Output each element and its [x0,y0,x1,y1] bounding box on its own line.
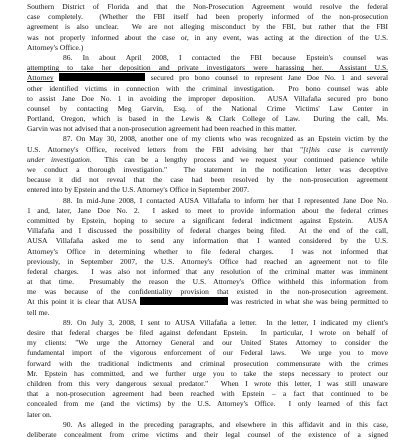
paragraph-89-line: my clients: "We urge the Attorney General and our United States Attorney to consider the [27,338,388,348]
paragraph-88-line: federal charges. I was also not informed that any resolution of the criminal matter was imminent [27,266,388,276]
paragraph-86-line: counsel by contacting Meg Garvin, Esq. of the National Crime Victims' Law Center in [27,103,388,113]
document-body [27,2,388,440]
paragraph-88-line: 88. In mid-June 2008, I contacted AUSA Villafaña to inform her that I represented Jane Doe No. [63,195,388,205]
paragraph-89-line: that a non-prosecution agreement had been reached with Epstein – a fact that continued to be [27,389,388,399]
paragraph-87-line [27,155,388,165]
italic-span: [t]his case is currently [303,144,388,154]
text-line: was not properly informed about the case or, in any event, was acting at the direction of the U.S. [27,32,388,42]
paragraph-88-line: Attorney's Office in determining whether to file federal charges. I was not informed that [27,246,388,256]
paragraph-89-line: later on. [27,409,52,419]
paragraph-88-line: committed by Epstein, hoping to secure a significant federal indictment against Epstein. AUSA [27,215,388,225]
paragraph-88-line: tell me. [27,307,50,317]
paragraph-86-line: other identified victims in connection with the criminal investigation. Pro bono counsel was able [27,83,388,93]
paragraph-87-line: entered into by Epstein and the U.S. Attorney's Office in September 2007. [27,185,250,195]
text-line: agreement is also unclear. We are not alleging misconduct by the FBI, but rather that the FBI [27,22,388,32]
text-span: 86. In about April 2008, I contacted the FBI because Epstein's counsel was [63,52,388,62]
paragraph-87-line: because it did not reveal that the case had been resolved by the non-prosecution agreement [27,175,388,185]
paragraph-89-line: Mr. Epstein has committed, and we further urge you to take the steps necessary to protect our [27,368,388,378]
paragraph-89-line: children from this very dangerous sexual predator." When I wrote this letter, I was still unaware [27,378,388,388]
paragraph-90-line: 90. As alleged in the preceding paragraphs, and elsewhere in this affidavit and in this case, [63,419,388,429]
paragraph-87-line: we conduct a thorough investigation." The statement in the notification letter was deceptive [27,165,388,174]
text-line: Attorney's Office.) [27,42,84,52]
paragraph-88-line: at that time. Presumably the reason the U.S. Attorney's Office withheld this information from [27,277,388,287]
paragraph-89-line: forward with the traditional indictments and criminal prosecution commensurate with the crimes [27,358,388,368]
paragraph-86-line: Garvin was not advised that a non-prosecution agreement had been reached in this matter. [27,124,297,134]
text-span: Attorney [27,73,54,83]
paragraph-86-line [27,53,388,63]
redaction-box [140,297,228,305]
paragraph-87-line: 87. On May 30, 2008, another one of my clients who was recognized as an Epstein victim by the [63,134,388,144]
paragraph-86-line [27,73,388,83]
paragraph-89-line: desire that federal charges be filed against defendant Epstein. In particular, I wrote on behalf of [27,328,388,337]
text-span: . This can be a lengthy process and we request your continued patience while [89,154,389,164]
paragraph-88-line: Villafaña and I discussed the possibility of federal charges being filed. At the end of the call, [27,226,388,236]
italic-span: under investigation [27,154,90,164]
paragraph-89-line: concealed from me (and the victims) by the U.S. Attorney's Office. I only learned of this fact [27,399,388,409]
paragraph-89-line: fundamental import of the vigorous enforcement of our Federal laws. We urge you to move [27,348,388,358]
paragraph-88-line: me was because of the confidentiality provision that existed in the non-prosecution agreement. [27,287,388,297]
paragraph-88-line: 1 and, later, Jane Doe No. 2. I asked to meet to provide information about the federal crimes [27,205,388,215]
redaction-box [59,73,145,81]
paragraph-88-line: AUSA Villafaña asked me to send any information that I wanted considered by the U.S. [27,236,388,246]
paragraph-86-line: to assist Jane Doe No. 1 in avoiding the improper deposition. AUSA Villafaña secured pro bono [27,93,388,103]
paragraph-86-line [27,63,388,73]
paragraph-89-line: 89. On July 3, 2008, I sent to AUSA Villafaña a letter. In the letter, I indicated my client's [63,317,388,327]
paragraph-86-line: Portland, Oregon, which is based in the Lewis & Clark College of Law. During the call, Ms. [27,114,388,124]
paragraph-87-line [27,145,388,155]
text-span: secured pro bono counsel to represent Jane Doe No. 1 and several [150,73,389,83]
text-line: Southern District of Florida and that the Non-Prosecution Agreement would resolve the federal [27,2,388,11]
text-span: was restricted in what she was being permitted to [230,297,388,307]
text-span: attempting to take her deposition and private investigators were harassing her. Assistant U.S. [27,63,388,73]
paragraph-88-line: previously, in September 2007, the U.S. Attorney's Office had reached an agreement not to file [27,256,388,266]
paragraph-90-line: deliberate concealment from crime victims and their legal counsel of the existence of a signed [27,429,388,439]
text-span: At this point it is clear that AUSA [27,297,137,307]
text-line: case completely. (Whether the FBI itself had been properly informed of the non-prosecution [27,12,388,22]
text-span: U.S. Attorney's Office, received letters from the FBI advising her that " [27,144,304,154]
paragraph-88-line [27,297,388,307]
